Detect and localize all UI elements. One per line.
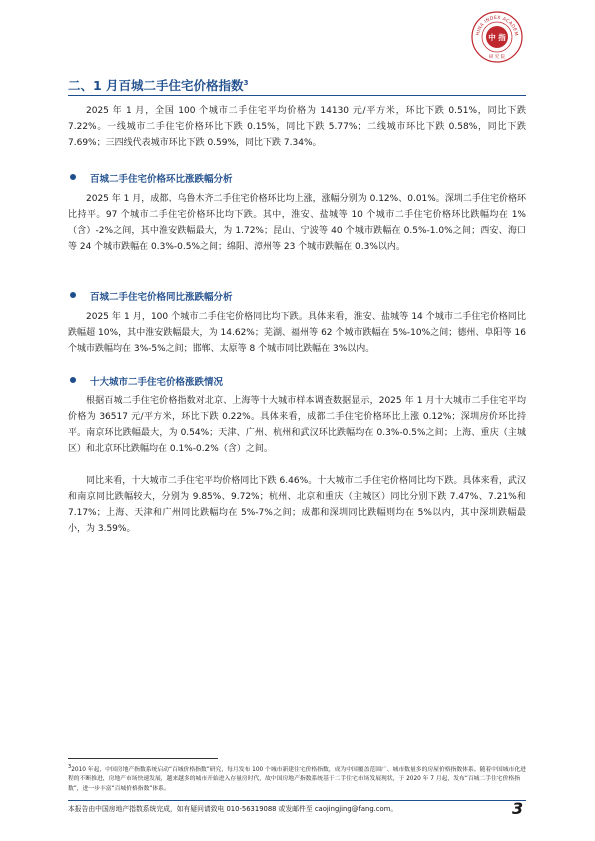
china-index-academy-logo (470, 10, 524, 64)
section-title (68, 76, 248, 94)
bullet-dot (70, 174, 76, 180)
subheading-top10-cities (90, 374, 223, 388)
subheading-yoy-analysis (90, 289, 233, 303)
section-title-text: 二、1 月百城二手住宅价格指数 (68, 78, 244, 93)
paragraph-national-summary: 2025 年 1 月，全国 100 个城市二手住宅平均价格为 14130 元/平方米，环比下跌 0.51%，同比下跌 7.22%。一线城市二手住宅价格环比下跌 0.15%，同比下跌 5.77%；二线城市环比下跌 0.58%，同比下跌 7.69%；三四线代表城市环比下跌 0.59%，同比下跌 7.34%。 (68, 106, 526, 148)
paragraph-mom-analysis: 2025 年 1 月，成都、乌鲁木齐二手住宅价格环比均上涨，涨幅分别为 0.12%、0.01%。深圳二手住宅价格环比持平。97 个城市二手住宅价格环比均下跌。其中，淮安、盐城等 10 个城市二手住宅价格环比跌幅均在 1%（含）-2%之间，其中淮安跌幅最大，为 1.72%；昆山、宁波等 40 个城市跌幅在 0.5%-1.0%之间；西安、海口等 24 个城市跌幅在 0.3%-0.5%之间；绵阳、漳州等 23 个城市跌幅在 0.3%以内。 (68, 194, 526, 252)
logo-center-text: 中 指 (488, 33, 506, 42)
footnote-ref: 3 (243, 78, 249, 87)
footnote (68, 763, 526, 794)
paragraph-top10-yoy: 同比来看，十大城市二手住宅平均价格同比下跌 6.46%。十大城市二手住宅价格同比均下跌。具体来看，武汉和南京同比跌幅较大，分别为 9.85%、9.72%；杭州、北京和重庆（主城区）同比分别下跌 7.47%、7.21%和 7.17%；上海、天津和广州同比跌幅均在 5%-7%之间；成都和深圳同比跌幅则均在 5%以内，其中深圳跌幅最小，为 3.59%。 (68, 476, 526, 534)
subheading-text: 百城二手住宅价格同比涨跌幅分析 (90, 292, 233, 303)
section-rule (68, 95, 526, 96)
paragraph-top10-mom: 根据百城二手住宅价格指数对北京、上海等十大城市样本调查数据显示，2025 年 1 月十大城市二手住宅平均价格为 36517 元/平方米，环比下跌 0.22%。具体来看，成都二手住宅价格环比上涨 0.12%；深圳房价环比持平。南京环比跌幅最大，为 0.54%；天津、广州、杭州和武汉环比跌幅均在 0.3%-0.5%之间；上海、重庆（主城区）和北京环比跌幅均在 0.1%-0.2%（含）之间。 (68, 396, 526, 454)
subheading-mom-analysis (90, 171, 233, 185)
page-number: 3 (512, 799, 524, 818)
bullet-dot (70, 292, 76, 298)
subheading-text: 百城二手住宅价格环比涨跌幅分析 (90, 174, 233, 185)
footer-rule (68, 800, 526, 801)
footnote-rule (68, 758, 218, 759)
subheading-text: 十大城市二手住宅价格涨跌情况 (90, 377, 224, 388)
footnote-text: 2010 年起，中国房地产指数系统启动“百城价格指数”研究，每月发布 100 个城市新建住宅价格指数，成为中国覆盖范围广、城市数量多的房屋价格指数体系。随着中国城市化进程的不断推进，房地产市场快速发展，越来越多的城市开始进入存量房时代，故中国房地产指数系统基于二手住宅市场发展现状，于 2020 年 7 月起，发布“百城二手住宅价格指数”，进一步丰富“百城价格指数”体系。 (68, 766, 526, 792)
paragraph-yoy-analysis: 2025 年 1 月，100 个城市二手住宅价格同比均下跌。具体来看，淮安、盐城等 14 个城市二手住宅价格同比跌幅超 10%，其中淮安跌幅最大，为 14.62%；芜湖、福州等 62 个城市跌幅在 5%-10%之间；德州、阜阳等 16 个城市跌幅均在 3%-5%之间；邯郸、太原等 8 个城市同比跌幅在 3%以内。 (68, 312, 526, 354)
logo-ring-text: HINA INDEX ACADEM (476, 15, 519, 37)
bullet-dot (70, 377, 76, 383)
footer-contact-text: 本报告由中国房地产指数系统完成，如有疑问请致电 010-56319088 或发邮件至 caojingjing@fang.com。 (68, 805, 398, 813)
logo-bottom-text: 研 究 院 (488, 55, 506, 60)
footnote-mark: 3 (68, 764, 72, 770)
